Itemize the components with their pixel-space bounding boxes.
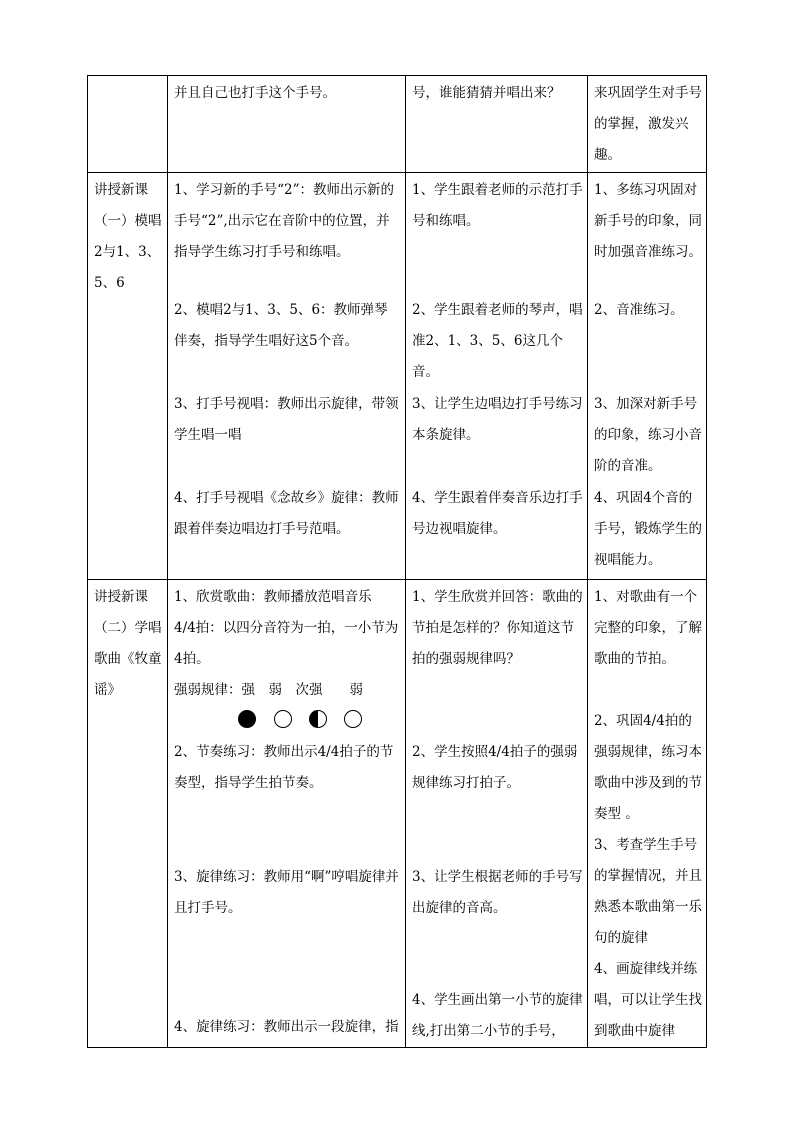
student-activity-text: 4、学生画出第一小节的旋律线,打出第二小节的手号， (412, 992, 583, 1039)
teacher-activity-cell (168, 580, 406, 1048)
student-activity-text: 1、学生跟着老师的示范打手号和练唱。 (412, 182, 583, 229)
teacher-activity-cell (168, 76, 406, 173)
teacher-activity-text: 4、旋律练习：教师出示一段旋律，指 (174, 1019, 399, 1035)
stage-label: 讲授新课（二）学唱歌曲《牧童谣》 (94, 589, 162, 698)
table-row (88, 76, 707, 173)
student-activity-cell (406, 580, 588, 1048)
lesson-plan-table (87, 75, 707, 1048)
teacher-activity-text: 并且自己也打手这个手号。 (174, 85, 336, 101)
design-intent-cell (588, 76, 707, 173)
stage-label: 讲授新课（一）模唱2与1、3、5、6 (94, 182, 162, 291)
table-row (88, 580, 707, 1048)
design-intent-text: 2、音准练习。 (594, 302, 684, 318)
teacher-activity-cell (168, 173, 406, 580)
design-intent-text: 1、多练习巩固对新手号的印象，同时加强音准练习。 (594, 182, 702, 260)
teacher-activity-text: 3、打手号视唱：教师出示旋律，带领学生唱一唱 (174, 396, 399, 443)
strength-pattern-text: 强弱规律：强 弱 次强 弱 (174, 682, 363, 698)
teacher-activity-text: 2、节奏练习：教师出示4/4拍子的节奏型，指导学生拍节奏。 (174, 744, 394, 791)
weak-beat-symbol (344, 710, 362, 728)
teacher-activity-text: 4/4拍：以四分音符为一拍，一小节为4拍。 (174, 620, 399, 667)
teacher-activity-text: 1、学习新的手号“2”：教师出示新的手号“2”,出示它在音阶中的位置，并指导学生练习打手号和练唱。 (174, 182, 394, 260)
stage-cell (88, 76, 168, 173)
design-intent-text: 3、考查学生手号的掌握情况，并且熟悉本歌曲第一乐句的旋律 (594, 837, 702, 946)
stage-cell (88, 580, 168, 1048)
stage-cell (88, 173, 168, 580)
student-activity-text: 3、让学生边唱边打手号练习本条旋律。 (412, 396, 583, 443)
design-intent-text: 4、画旋律线并练唱，可以让学生找到歌曲中旋律 (594, 961, 702, 1039)
student-activity-text: 4、学生跟着伴奏音乐边打手号边视唱旋律。 (412, 490, 583, 537)
teacher-activity-text: 3、旋律练习：教师用“啊”哼唱旋律并且打手号。 (174, 869, 399, 916)
design-intent-text: 1、对歌曲有一个完整的印象，了解歌曲的节拍。 (594, 589, 702, 667)
student-activity-text: 2、学生跟着老师的琴声，唱准2、1、3、5、6这几个音。 (412, 302, 583, 380)
table-row (88, 173, 707, 580)
student-activity-cell (406, 76, 588, 173)
teacher-activity-text: 1、欣赏歌曲：教师播放范唱音乐 (174, 589, 372, 605)
teacher-activity-text: 2、模唱2与1、3、5、6：教师弹琴伴奏，指导学生唱好这5个音。 (174, 302, 388, 349)
half-strong-beat-symbol (309, 710, 327, 728)
design-intent-cell (588, 173, 707, 580)
design-intent-text: 来巩固学生对手号的掌握，激发兴趣。 (594, 85, 702, 163)
design-intent-cell (588, 580, 707, 1048)
teacher-activity-text: 4、打手号视唱《念故乡》旋律：教师跟着伴奏边唱边打手号范唱。 (174, 490, 399, 537)
student-activity-text: 3、让学生根据老师的手号写出旋律的音高。 (412, 869, 583, 916)
strong-beat-symbol (238, 710, 256, 728)
design-intent-text: 3、加深对新手号的印象，练习小音阶的音准。 (594, 396, 702, 474)
design-intent-text: 2、巩固4/4拍的强弱规律，练习本歌曲中涉及到的节奏型 。 (594, 713, 702, 822)
student-activity-text: 2、学生按照4/4拍子的强弱规律练习打拍子。 (412, 744, 578, 791)
student-activity-text: 号，谁能猜猜并唱出来？ (412, 85, 561, 101)
student-activity-text: 1、学生欣赏并回答：歌曲的节拍是怎样的？你知道这节拍的强弱规律吗？ (412, 589, 583, 667)
weak-beat-symbol (274, 710, 292, 728)
student-activity-cell (406, 173, 588, 580)
design-intent-text: 4、巩固4个音的手号，锻炼学生的视唱能力。 (594, 490, 702, 568)
